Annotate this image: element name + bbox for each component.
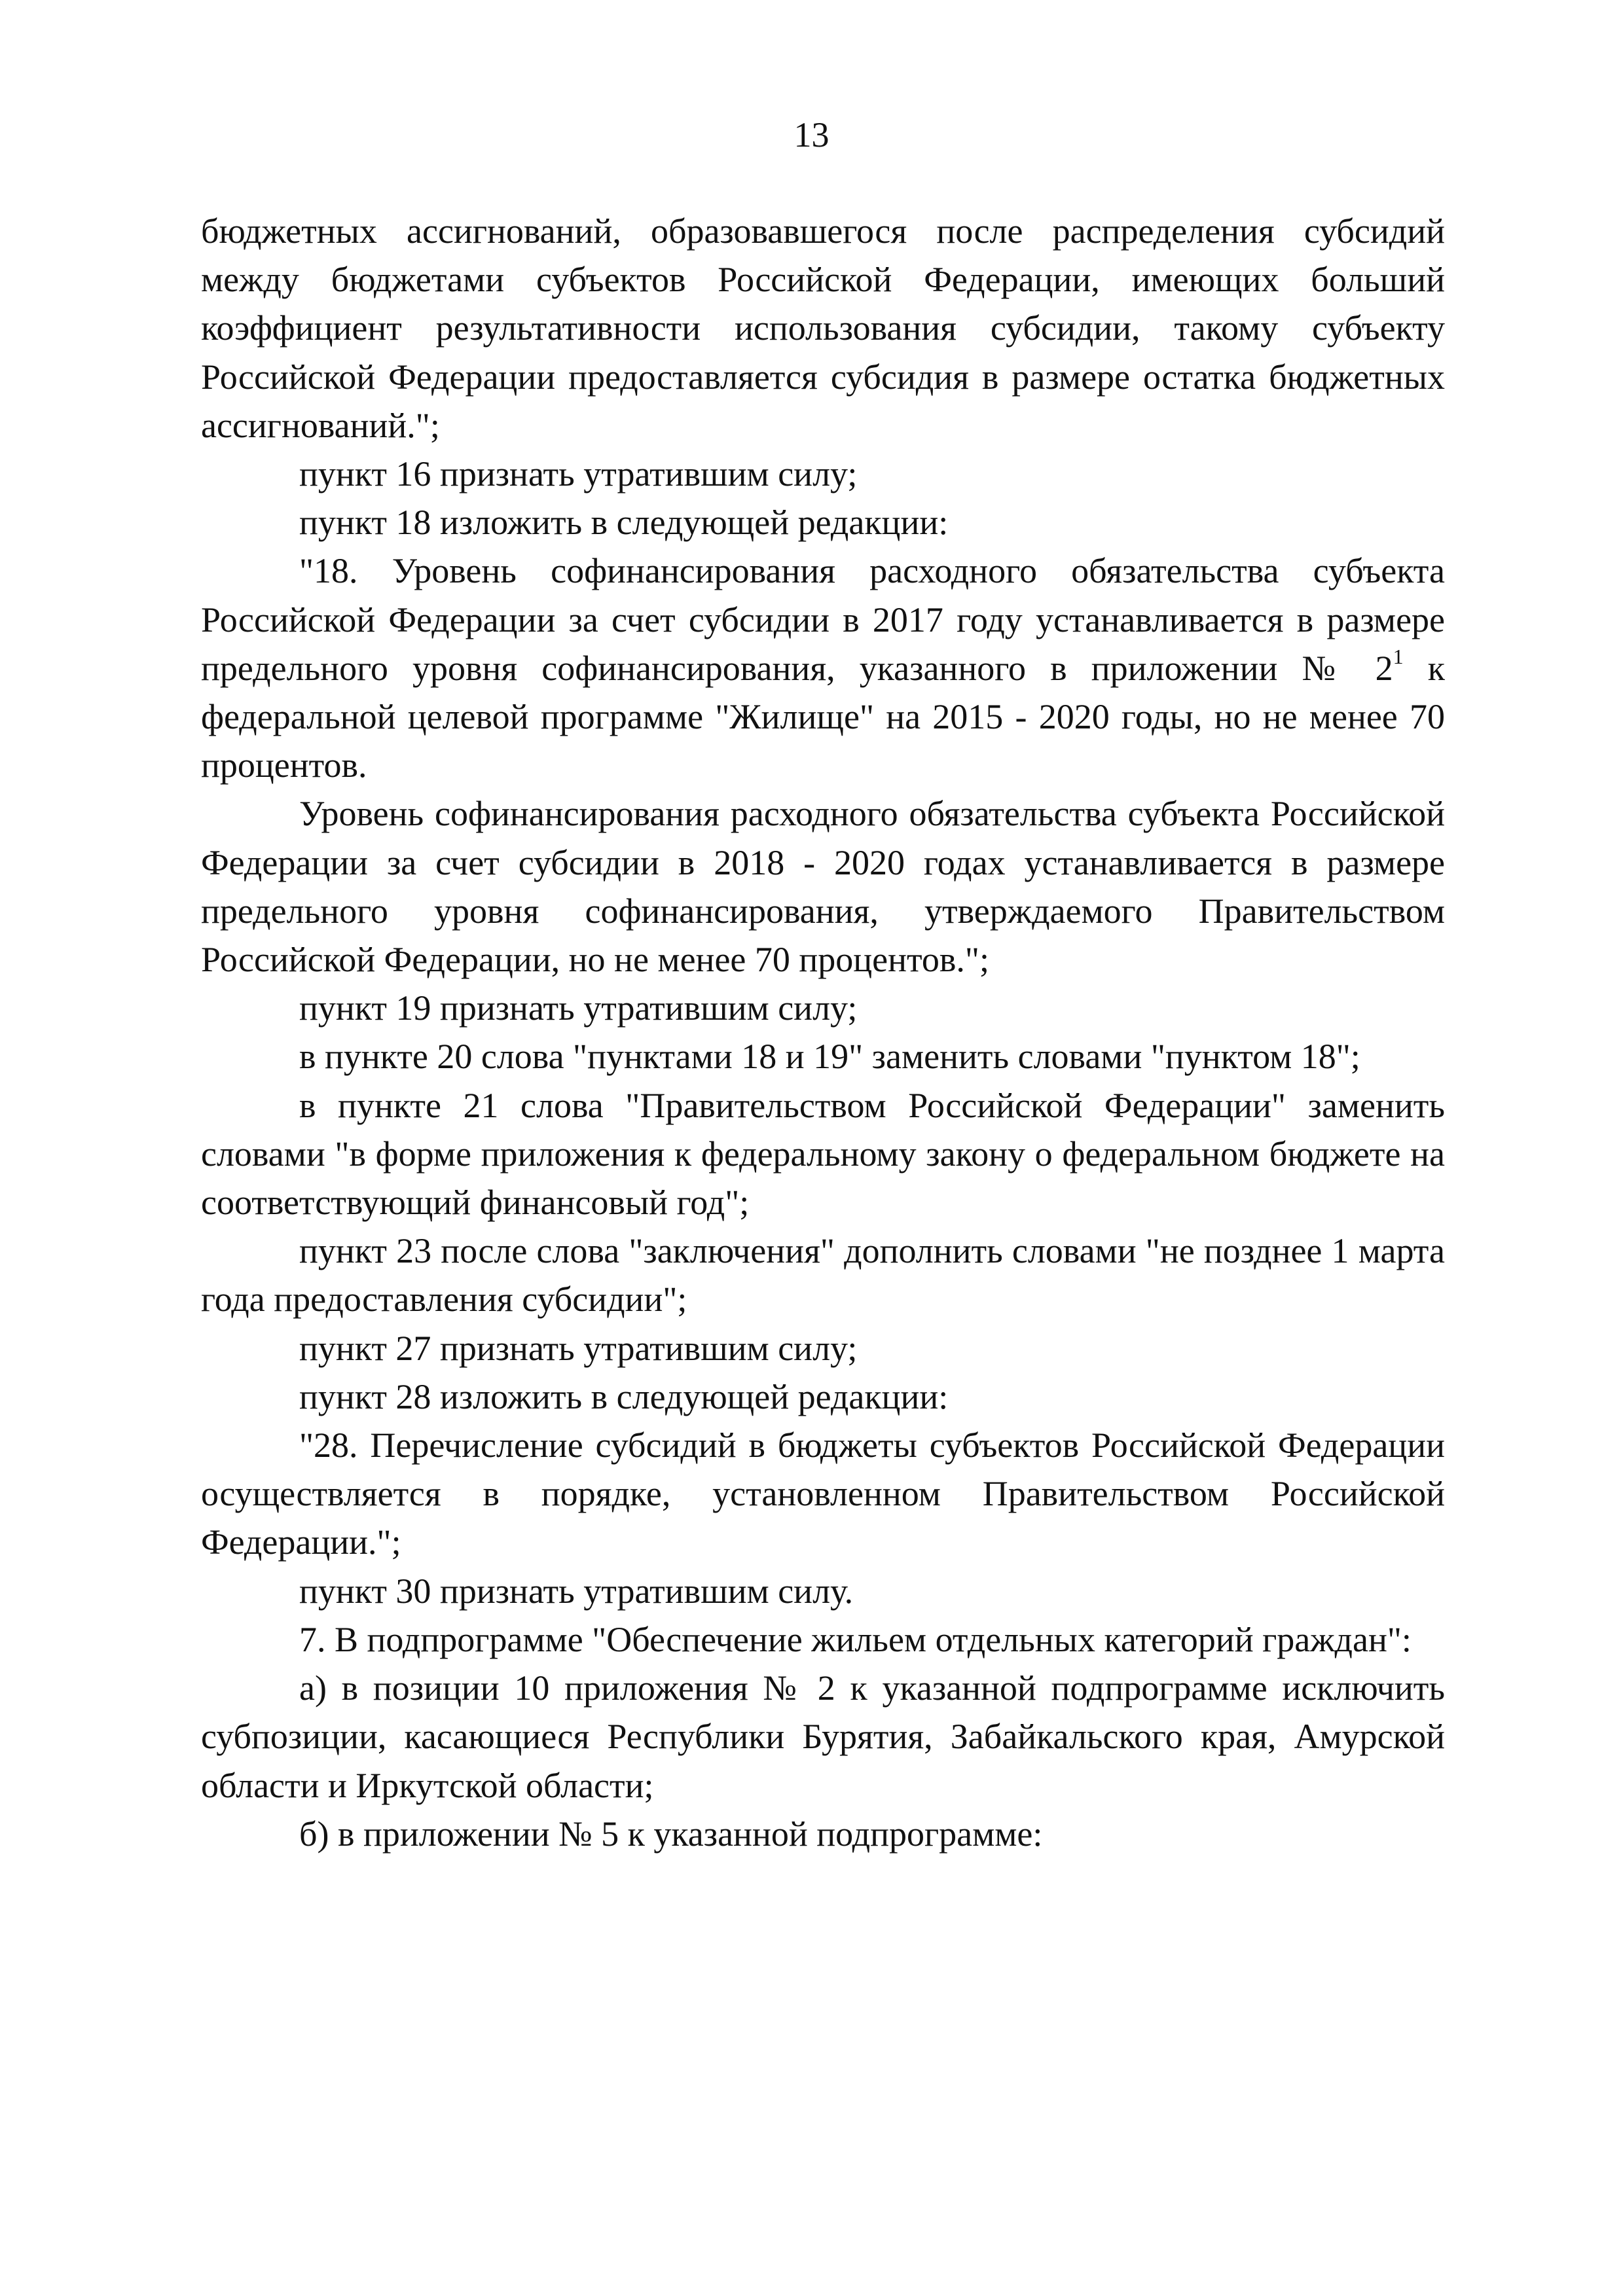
paragraph-item-19: пункт 19 признать утратившим силу;: [299, 988, 858, 1028]
paragraph-item-18-text: [201, 547, 1445, 789]
paragraph-item-23: пункт 23 после слова "заключения" дополнить словами "не позднее 1 марта года предоставления субсидии";: [201, 1231, 1445, 1319]
paragraph-item-28-text: "28. Перечисление субсидий в бюджеты субъектов Российской Федерации осуществляется в порядке, установленном Правительством Российской Федерации.";: [201, 1426, 1445, 1562]
paragraph-subitem-a: а) в позиции 10 приложения № 2 к указанной подпрограмме исключить субпозиции, касающиеся Республики Бурятия, Забайкальского края, Амурской области и Иркутской области;: [201, 1668, 1445, 1805]
paragraph-subitem-b: б) в приложении № 5 к указанной подпрограмме:: [299, 1814, 1043, 1854]
paragraph-item-30: пункт 30 признать утратившим силу.: [299, 1571, 854, 1611]
paragraph-item-16: пункт 16 признать утратившим силу;: [299, 454, 858, 494]
paragraph-cofinancing-2018-2020: Уровень софинансирования расходного обязательства субъекта Российской Федерации за счет субсидии в 2018 - 2020 годах устанавливается в размере предельного уровня софинансирования, утверждаемого Правительством Российской Федерации, но не менее 70 процентов.";: [201, 794, 1445, 980]
paragraph-item-27: пункт 27 признать утратившим силу;: [299, 1328, 858, 1368]
paragraph-item-20: в пункте 20 слова "пунктами 18 и 19" заменить словами "пунктом 18";: [299, 1037, 1360, 1077]
paragraph-budget-allocations: бюджетных ассигнований, образовавшегося после распределения субсидий между бюджетами субъектов Российской Федерации, имеющих больший коэффициент результативности использования субсидии, такому субъекту Российской Федерации предоставляется субсидия в размере остатка бюджетных ассигнований.";: [201, 211, 1445, 445]
superscript-1: 1: [1393, 644, 1404, 668]
paragraph-item-18-text-part1: "18. Уровень софинансирования расходного обязательства субъекта Российской Федерации за счет субсидии в 2017 году устанавливается в размере предельного уровня софинансирования, указанного в приложении № 2: [201, 551, 1445, 688]
paragraph-item-18-text-part2: к федеральной целевой программе "Жилище" на 2015 - 2020 годы, но не менее 70 процентов.: [201, 648, 1445, 785]
paragraph-item-18-intro: пункт 18 изложить в следующей редакции:: [299, 503, 949, 543]
paragraph-item-28-intro: пункт 28 изложить в следующей редакции:: [299, 1376, 949, 1416]
paragraph-item-21: в пункте 21 слова "Правительством Российской Федерации" заменить словами "в форме приложения к федеральному закону о федеральном бюджете на соответствующий финансовый год";: [201, 1085, 1445, 1223]
document-body: [201, 207, 1445, 1858]
page-number: 13: [793, 115, 830, 154]
paragraph-section-7: 7. В подпрограмме "Обеспечение жильем отдельных категорий граждан":: [299, 1619, 1412, 1659]
